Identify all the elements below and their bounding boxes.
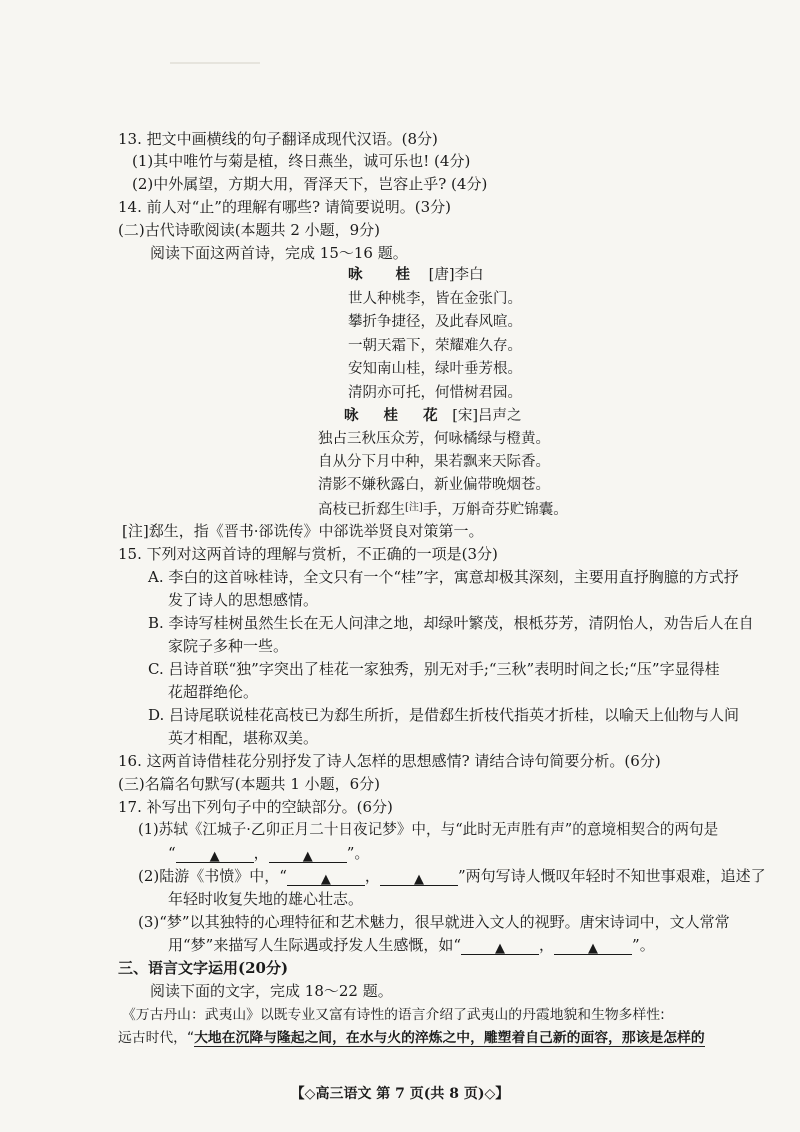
answer-blank[interactable] [269,844,347,863]
question-17-3: (3)“梦”以其独特的心理特征和艺术魅力，很早就进入文人的视野。唐宋诗词中，文人常常 [138,913,730,931]
poem-1-heading [348,264,484,286]
quote-close: ”。 [346,844,370,862]
option-a: A. 李白的这首咏桂诗，全文只有一个“桂”字，寓意却极其深刻，主要用直抒胸臆的方式抒 [148,568,739,586]
answer-blank[interactable] [176,844,254,863]
section-2-heading: (二)古代诗歌阅读(本题共 2 小题，9分) [118,221,381,239]
triangle-icon: ▲ [588,941,599,956]
option-b-cont: 家院子多种一些。 [168,637,289,655]
poem-1-line: 安知南山桂，绿叶垂芳根。 [348,361,522,377]
option-a-cont: 发了诗人的思想感情。 [168,591,319,609]
underlined-sentence: 大地在沉降与隆起之间，在水与火的淬炼之中，雕塑着自己新的面容，那该是怎样的 [194,1030,705,1046]
question-13-2: (2)中外属望，方期大用，胥泽天下，岂容止乎? (4分) [132,175,488,193]
poem-1-line: 一朝天霜下，荣耀难久存。 [348,338,522,354]
poem-note: [注]郄生，指《晋书·郤诜传》中郤诜举贤良对策第一。 [122,522,484,540]
reading-line-1: 《万古丹山：武夷山》以既专业又富有诗性的语言介绍了武夷山的丹霞地貌和生物多样性: [122,1007,665,1023]
question-17-2-cont: 年轻时收复失地的雄心壮志。 [168,890,364,908]
poem-1-title: 咏 桂 [348,266,425,283]
poem-2-line: 独占三秋压众芳，何咏橘绿与橙黄。 [318,431,550,447]
question-13: 13. 把文中画横线的句子翻译成现代汉语。(8分) [118,130,438,148]
comma: ， [539,936,555,954]
section-3-heading: (三)名篇名句默写(本题共 1 小题，6分) [118,775,381,793]
question-17-3-blanks [168,934,655,956]
comma: ， [253,844,269,862]
comma: ， [364,867,380,885]
quote-close: ”。 [632,936,655,954]
option-c: C. 吕诗首联“独”字突出了桂花一家独秀，别无对手;“三秋”表明时间之长;“压”字显得桂 [148,660,720,678]
answer-blank[interactable] [287,867,365,886]
poem-2-title: 咏 桂 花 [344,407,448,424]
question-17-1-blanks [168,842,369,864]
footnote-marker: [注] [405,502,423,513]
scan-mark [170,62,260,64]
poem-1-line: 清阴亦可托，何惜树君园。 [348,385,522,401]
q17-3-prefix: 用“梦”来描写人生际遇或抒发人生感慨，如“ [168,936,462,954]
page-footer: 【◇高三语文 第 7 页(共 8 页)◇】 [290,1086,510,1102]
q17-2-suffix: ”两句写诗人慨叹年轻时不知世事艰难，追述了 [457,867,766,885]
part-3-intro: 阅读下面的文字，完成 18～22 题。 [150,982,393,1000]
question-17-1: (1)苏轼《江城子·乙卯正月二十日夜记梦》中，与“此时无声胜有声”的意境相契合的两句是 [138,821,719,838]
q17-2-prefix: (2)陆游《书愤》中，“ [138,867,287,885]
question-17: 17. 补写出下列句子中的空缺部分。(6分) [118,798,393,816]
reading-prefix: 远古时代，“ [118,1030,195,1046]
triangle-icon: ▲ [209,849,220,864]
question-15: 15. 下列对这两首诗的理解与赏析，不正确的一项是(3分) [118,545,498,563]
question-13-1: (1)其中唯竹与菊是植，终日燕坐，诚可乐也! (4分) [132,152,471,170]
poem-1-author: [唐]李白 [428,267,484,283]
poem-2-last-a: 高枝已折郄生 [318,502,405,518]
option-d: D. 吕诗尾联说桂花高枝已为郄生所折，是借郄生折枝代指英才折桂，以喻天上仙物与人间 [148,706,740,724]
option-d-cont: 英才相配，堪称双美。 [168,729,319,747]
poem-2-heading [344,405,522,427]
reading-line-2 [118,1027,705,1049]
option-c-cont: 花超群绝伦。 [168,683,259,701]
part-3-heading: 三、语言文字运用(20分) [118,959,289,977]
poem-2-author: [宋]吕声之 [452,408,522,424]
triangle-icon: ▲ [413,872,424,887]
poem-1-line: 攀折争捷径，及此春风暄。 [348,314,522,330]
answer-blank[interactable] [380,867,458,886]
triangle-icon: ▲ [320,872,331,887]
poem-2-line [318,497,568,521]
question-14: 14. 前人对“止”的理解有哪些? 请简要说明。(3分) [118,198,452,216]
poem-2-last-b: 手，万斛奇芬贮锦囊。 [422,502,568,518]
poem-2-line: 自从分下月中种，果若飘来天际香。 [318,454,550,470]
triangle-icon: ▲ [495,941,506,956]
quote-open: “ [168,844,176,862]
triangle-icon: ▲ [302,849,313,864]
answer-blank[interactable] [554,936,632,955]
option-b: B. 李诗写桂树虽然生长在无人问津之地，却绿叶繁茂，根柢芬芳，清阴怡人，劝告后人在自 [148,614,754,632]
poem-2-line: 清影不嫌秋露白，新业偏带晚烟苍。 [318,477,550,493]
answer-blank[interactable] [461,936,539,955]
section-2-intro: 阅读下面这两首诗，完成 15～16 题。 [150,244,408,262]
poem-1-line: 世人种桃李，皆在金张门。 [348,291,522,307]
question-17-2 [138,865,766,887]
question-16: 16. 这两首诗借桂花分别抒发了诗人怎样的思想感情? 请结合诗句简要分析。(6分) [118,752,661,770]
